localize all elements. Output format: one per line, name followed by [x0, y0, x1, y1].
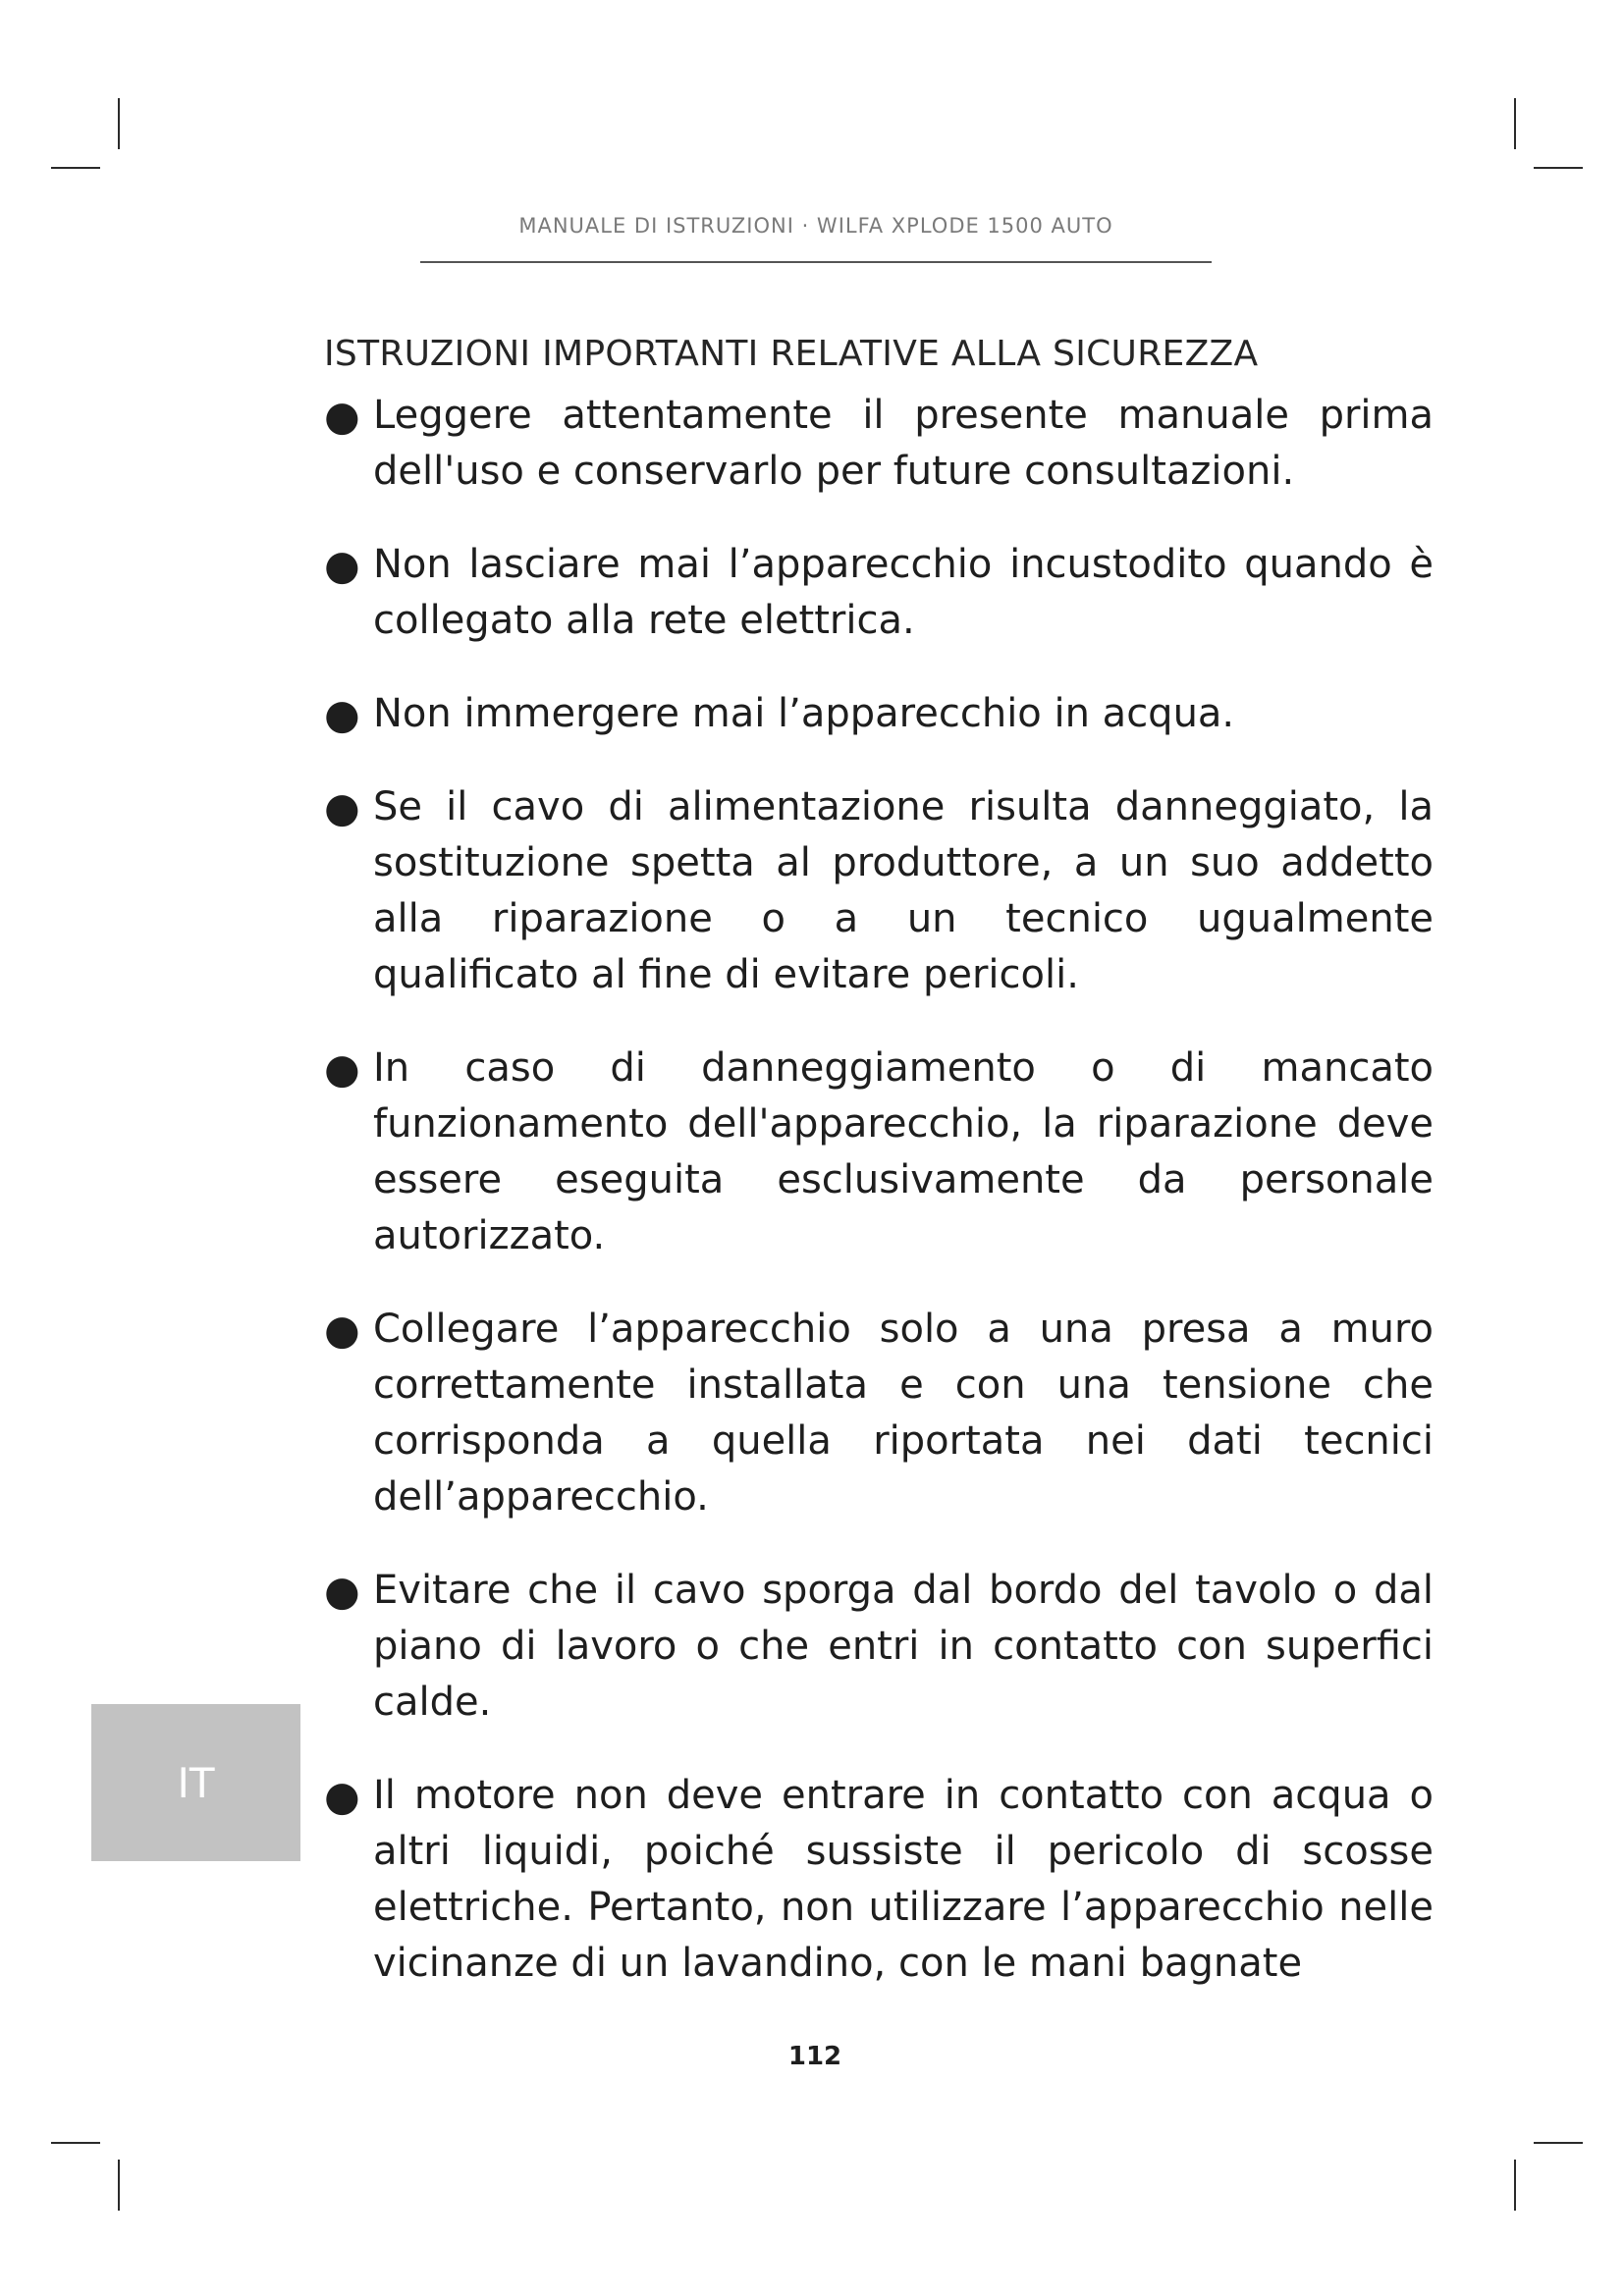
bullet-icon: ● — [324, 690, 360, 738]
list-item-text: In caso di danneggiamento o di mancato funzionamento dell'apparecchio, la riparazione deve essere eseguita esclusivamente da personale autorizzato. — [373, 1045, 1434, 1258]
list-item-text: Evitare che il cavo sporga dal bordo del tavolo o dal piano di lavoro o che entri in contatto con superfici calde. — [373, 1568, 1434, 1725]
crop-mark-bottom-left-horizontal — [51, 2142, 100, 2144]
list-item-text: Collegare l’apparecchio solo a una presa a muro correttamente installata e con una tensione che corrisponda a quella riportata nei dati tecnici dell’apparecchio. — [373, 1307, 1434, 1520]
crop-mark-top-left-vertical — [118, 98, 120, 149]
bullet-icon: ● — [324, 392, 360, 440]
page-number: 112 — [787, 2042, 842, 2071]
running-header: MANUALE DI ISTRUZIONI · WILFA XPLODE 1500 AUTO — [518, 214, 1113, 238]
list-item — [324, 388, 1463, 500]
safety-instructions-section — [324, 334, 1463, 2029]
crop-mark-bottom-right-vertical — [1514, 2160, 1516, 2211]
list-item-text: Se il cavo di alimentazione risulta danneggiato, la sostituzione spetta al produttore, a un suo addetto alla riparazione o a un tecnico ugualmente qualificato al fine di evitare pericoli. — [373, 784, 1434, 997]
list-item — [324, 1768, 1463, 1992]
bullet-icon: ● — [324, 1306, 360, 1354]
bullet-icon: ● — [324, 1044, 360, 1093]
list-item-text: Non immergere mai l’apparecchio in acqua. — [373, 691, 1235, 736]
bullet-icon: ● — [324, 541, 360, 589]
list-item-text: Il motore non deve entrare in contatto con acqua o altri liquidi, poiché sussiste il pericolo di scosse elettriche. Pertanto, non utilizzare l’apparecchio nelle vicinanze di un lavandino, con le mani bagnate — [373, 1773, 1434, 1986]
crop-mark-bottom-left-vertical — [118, 2160, 120, 2211]
list-item — [324, 779, 1463, 1003]
bullet-icon: ● — [324, 1772, 360, 1820]
language-tab — [91, 1704, 300, 1861]
list-item — [324, 1302, 1463, 1525]
crop-mark-top-right-vertical — [1514, 98, 1516, 149]
section-title: ISTRUZIONI IMPORTANTI RELATIVE ALLA SICUREZZA — [324, 334, 1259, 374]
crop-mark-bottom-right-horizontal — [1534, 2142, 1583, 2144]
header-rule — [420, 261, 1212, 263]
language-tab-label: IT — [177, 1758, 215, 1807]
list-item — [324, 1041, 1463, 1264]
crop-mark-top-right-horizontal — [1534, 167, 1583, 169]
list-item-text: Non lasciare mai l’apparecchio incustodito quando è collegato alla rete elettrica. — [373, 542, 1434, 643]
list-item — [324, 537, 1463, 649]
list-item — [324, 1563, 1463, 1731]
list-item — [324, 686, 1463, 742]
list-item-text: Leggere attentamente il presente manuale prima dell'uso e conservarlo per future consultazioni. — [373, 393, 1434, 494]
bullet-icon: ● — [324, 1567, 360, 1615]
crop-mark-top-left-horizontal — [51, 167, 100, 169]
safety-list — [324, 388, 1463, 1992]
bullet-icon: ● — [324, 783, 360, 831]
